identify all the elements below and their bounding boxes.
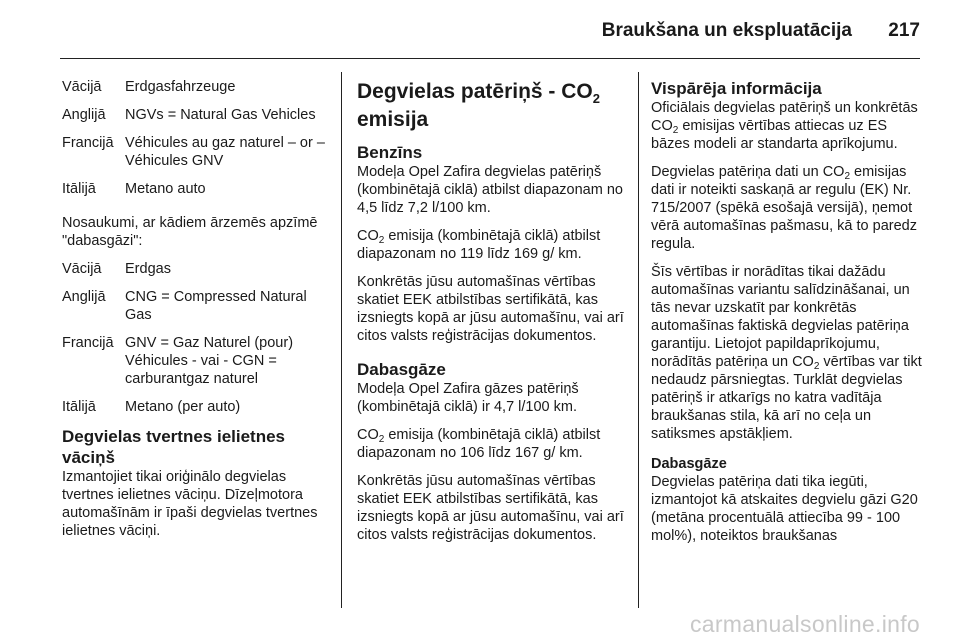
co2-subscript: 2 [378, 434, 385, 445]
co2-subscript: 2 [844, 171, 851, 182]
page-number: 217 [888, 20, 920, 41]
general-info-p3 [651, 263, 923, 443]
table-row [62, 78, 330, 96]
names-table-gas [62, 260, 330, 416]
gas-heading: Dabasgāze [357, 360, 446, 379]
column-1 [62, 78, 330, 550]
gas-consumption-text: Modeļa Opel Zafira gāzes patēriņš (kombinētajā ciklā) ir 4,7 l/100 km. [357, 381, 579, 415]
table-row [62, 334, 330, 388]
term-cell: Erdgasfahrzeuge [125, 79, 236, 95]
term-cell: CNG = Compressed Natural Gas [125, 289, 307, 323]
column-2 [357, 78, 625, 554]
term-cell: Metano auto [125, 181, 206, 197]
heading-text: Degvielas patēriņš - CO [357, 80, 593, 103]
heading-text-cont: emisija [357, 108, 429, 131]
natural-gas-text: Degvielas patēriņa dati tika iegūti, izmantojot kā atskaites degvielu gāzi G20 (metāna procentuālā attiecība 99 - 100 mol%), noteiktos braukšanas [651, 474, 918, 544]
country-cell: Itālijā [62, 181, 96, 197]
term-cell: NGVs = Natural Gas Vehicles [125, 107, 316, 123]
general-info-heading: Vispārēja informācija [651, 79, 822, 98]
co2-subscript: 2 [813, 361, 820, 372]
table-row [62, 106, 330, 124]
text: Šīs vērtības ir norādītas tikai dažādu automašīnas variantu salīdzināšanai, un tās nevar uzskatīt par konkrētās automašīnas faktiskā degvielas patēriņa garantiju. Lietojot papildaprīkojumu, norādītās patēriņa un CO [651, 264, 910, 370]
co2-text: emisija (kombinētajā ciklā) atbilst diapazonam no 106 līdz 167 g/ km. [357, 427, 601, 461]
consumption-heading [357, 78, 625, 134]
country-cell: Anglijā [62, 107, 106, 123]
co2-text: emisija (kombinētajā ciklā) atbilst diapazonam no 119 līdz 169 g/ km. [357, 228, 601, 262]
co2-subscript: 2 [672, 125, 679, 136]
text: Oficiālais degvielas patēriņš un konkrētās CO [651, 100, 918, 134]
country-cell: Francijā [62, 135, 114, 151]
country-cell: Anglijā [62, 289, 106, 305]
term-cell: Metano (per auto) [125, 399, 241, 415]
text: Degvielas patēriņa dati un CO [651, 164, 845, 180]
co2-label: CO [357, 228, 379, 244]
general-info-p2 [651, 163, 923, 253]
column-divider-left [341, 72, 342, 608]
text: emisijas dati ir noteikti saskaņā ar regulu (EK) Nr. 715/2007 (spēkā esošajā versijā), ņemot vērā automašīnas pašmasu, kā to paredz regula. [651, 164, 917, 252]
header-divider [60, 58, 920, 59]
co2-subscript: 2 [378, 235, 385, 246]
gas-certificate-text: Konkrētās jūsu automašīnas vērtības skatiet EEK atbilstības sertifikātā, kas izsniegts kopā ar jūsu automašīnu, vai arī citos valsts reģistrācijas dokumentos. [357, 473, 624, 543]
country-cell: Vācijā [62, 79, 102, 95]
table-row [62, 180, 330, 198]
heading-subscript: 2 [592, 91, 600, 106]
co2-label: CO [357, 427, 379, 443]
gas-co2-text [357, 426, 625, 462]
table-row [62, 288, 330, 324]
term-cell: Erdgas [125, 261, 171, 277]
table-row [62, 398, 330, 416]
fuel-cap-text: Izmantojiet tikai oriģinālo degvielas tvertnes ielietnes vāciņu. Dīzeļmotora automašīnām ir īpaši degvielas tvertnes ielietnes vāciņi. [62, 469, 318, 539]
natural-gas-subheading: Dabasgāze [651, 456, 727, 472]
country-cell: Itālijā [62, 399, 96, 415]
column-3 [651, 78, 923, 555]
country-cell: Francijā [62, 335, 114, 351]
names-intro: Nosaukumi, ar kādiem ārzemēs apzīmē "dabasgāzi": [62, 215, 318, 249]
petrol-heading: Benzīns [357, 143, 423, 162]
fuel-cap-heading: Degvielas tvertnes ielietnes vāciņš [62, 427, 286, 467]
text: vērtības var tikt nedaudz pārsniegtas. Turklāt degvielas patēriņš ir atkarīgs no katra vadītāja braukšanas stila, kā arī no ceļa un satiksmes apstākļiem. [651, 354, 922, 442]
column-divider-right [638, 72, 639, 608]
petrol-certificate-text: Konkrētās jūsu automašīnas vērtības skatiet EEK atbilstības sertifikātā, kas izsniegts kopā ar jūsu automašīnu, vai arī citos valsts reģistrācijas dokumentos. [357, 274, 624, 344]
text: emisijas vērtības attiecas uz ES bāzes modeli ar standarta aprīkojumu. [651, 118, 898, 152]
header-title: Braukšana un ekspluatācija [601, 20, 852, 41]
petrol-co2-text [357, 227, 625, 263]
term-cell: Véhicules au gaz naturel – or – Véhicules GNV [125, 135, 325, 169]
term-cell: GNV = Gaz Naturel (pour) Véhicules - vai - CGN = carburantgaz naturel [125, 335, 294, 387]
petrol-consumption-text: Modeļa Opel Zafira degvielas patēriņš (kombinētajā ciklā) atbilst diapazonam no 4,5 līdz 7,2 l/100 km. [357, 164, 623, 216]
watermark: carmanualsonline.info [689, 611, 920, 637]
general-info-p1 [651, 99, 923, 153]
table-row [62, 260, 330, 278]
table-row [62, 134, 330, 170]
country-cell: Vācijā [62, 261, 102, 277]
names-table-vehicles [62, 78, 330, 198]
